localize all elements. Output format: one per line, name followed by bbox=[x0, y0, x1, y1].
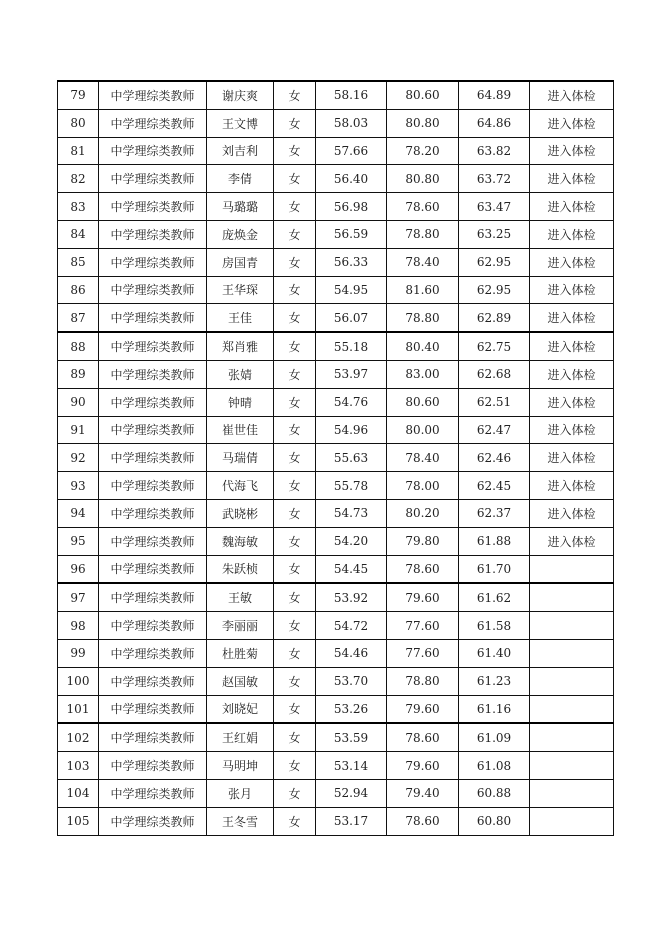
rank-cell: 84 bbox=[58, 220, 99, 248]
status-cell: 进入体检 bbox=[530, 499, 614, 527]
rank-cell: 95 bbox=[58, 527, 99, 555]
interview-score-cell: 78.60 bbox=[387, 193, 459, 221]
total-score-cell: 62.37 bbox=[459, 499, 530, 527]
interview-score-cell: 80.40 bbox=[387, 332, 459, 360]
position-cell: 中学理综类教师 bbox=[99, 555, 207, 583]
name-cell: 马瑞倩 bbox=[207, 444, 274, 472]
interview-score-cell: 79.60 bbox=[387, 752, 459, 780]
name-cell: 武晓彬 bbox=[207, 499, 274, 527]
rank-cell: 101 bbox=[58, 695, 99, 723]
rank-cell: 104 bbox=[58, 779, 99, 807]
interview-score-cell: 80.20 bbox=[387, 499, 459, 527]
status-cell bbox=[530, 639, 614, 667]
rank-cell: 97 bbox=[58, 583, 99, 611]
written-score-cell: 54.46 bbox=[316, 639, 387, 667]
rank-cell: 88 bbox=[58, 332, 99, 360]
position-cell: 中学理综类教师 bbox=[99, 137, 207, 165]
total-score-cell: 62.95 bbox=[459, 276, 530, 304]
written-score-cell: 54.96 bbox=[316, 416, 387, 444]
status-cell: 进入体检 bbox=[530, 137, 614, 165]
total-score-cell: 62.68 bbox=[459, 360, 530, 388]
gender-cell: 女 bbox=[274, 527, 316, 555]
interview-score-cell: 78.80 bbox=[387, 667, 459, 695]
status-cell: 进入体检 bbox=[530, 332, 614, 360]
name-cell: 张婧 bbox=[207, 360, 274, 388]
position-cell: 中学理综类教师 bbox=[99, 304, 207, 332]
position-cell: 中学理综类教师 bbox=[99, 276, 207, 304]
status-cell: 进入体检 bbox=[530, 527, 614, 555]
table-row bbox=[58, 193, 614, 221]
table-row bbox=[58, 137, 614, 165]
position-cell: 中学理综类教师 bbox=[99, 583, 207, 611]
written-score-cell: 57.66 bbox=[316, 137, 387, 165]
written-score-cell: 58.03 bbox=[316, 109, 387, 137]
total-score-cell: 63.47 bbox=[459, 193, 530, 221]
written-score-cell: 56.59 bbox=[316, 220, 387, 248]
name-cell: 庞焕金 bbox=[207, 220, 274, 248]
written-score-cell: 54.95 bbox=[316, 276, 387, 304]
position-cell: 中学理综类教师 bbox=[99, 472, 207, 500]
interview-score-cell: 77.60 bbox=[387, 639, 459, 667]
results-table bbox=[57, 80, 614, 836]
table-row bbox=[58, 165, 614, 193]
table-row bbox=[58, 667, 614, 695]
table-row bbox=[58, 248, 614, 276]
position-cell: 中学理综类教师 bbox=[99, 193, 207, 221]
name-cell: 崔世佳 bbox=[207, 416, 274, 444]
status-cell: 进入体检 bbox=[530, 165, 614, 193]
status-cell bbox=[530, 779, 614, 807]
total-score-cell: 62.75 bbox=[459, 332, 530, 360]
gender-cell: 女 bbox=[274, 583, 316, 611]
interview-score-cell: 79.40 bbox=[387, 779, 459, 807]
rank-cell: 86 bbox=[58, 276, 99, 304]
rank-cell: 103 bbox=[58, 752, 99, 780]
total-score-cell: 61.16 bbox=[459, 695, 530, 723]
status-cell: 进入体检 bbox=[530, 193, 614, 221]
position-cell: 中学理综类教师 bbox=[99, 109, 207, 137]
rank-cell: 102 bbox=[58, 723, 99, 751]
position-cell: 中学理综类教师 bbox=[99, 81, 207, 109]
interview-score-cell: 78.00 bbox=[387, 472, 459, 500]
status-cell: 进入体检 bbox=[530, 444, 614, 472]
total-score-cell: 64.86 bbox=[459, 109, 530, 137]
gender-cell: 女 bbox=[274, 276, 316, 304]
status-cell: 进入体检 bbox=[530, 388, 614, 416]
written-score-cell: 54.20 bbox=[316, 527, 387, 555]
status-cell bbox=[530, 807, 614, 835]
name-cell: 王红娟 bbox=[207, 723, 274, 751]
table-row bbox=[58, 416, 614, 444]
interview-score-cell: 80.80 bbox=[387, 109, 459, 137]
name-cell: 马明坤 bbox=[207, 752, 274, 780]
gender-cell: 女 bbox=[274, 220, 316, 248]
rank-cell: 92 bbox=[58, 444, 99, 472]
name-cell: 房国青 bbox=[207, 248, 274, 276]
gender-cell: 女 bbox=[274, 416, 316, 444]
table-row bbox=[58, 527, 614, 555]
rank-cell: 82 bbox=[58, 165, 99, 193]
gender-cell: 女 bbox=[274, 304, 316, 332]
name-cell: 魏海敏 bbox=[207, 527, 274, 555]
interview-score-cell: 78.20 bbox=[387, 137, 459, 165]
written-score-cell: 53.92 bbox=[316, 583, 387, 611]
position-cell: 中学理综类教师 bbox=[99, 388, 207, 416]
table-row bbox=[58, 220, 614, 248]
name-cell: 王冬雪 bbox=[207, 807, 274, 835]
gender-cell: 女 bbox=[274, 332, 316, 360]
rank-cell: 83 bbox=[58, 193, 99, 221]
status-cell: 进入体检 bbox=[530, 360, 614, 388]
gender-cell: 女 bbox=[274, 807, 316, 835]
interview-score-cell: 79.60 bbox=[387, 695, 459, 723]
gender-cell: 女 bbox=[274, 695, 316, 723]
status-cell: 进入体检 bbox=[530, 276, 614, 304]
written-score-cell: 54.45 bbox=[316, 555, 387, 583]
table-row bbox=[58, 499, 614, 527]
rank-cell: 99 bbox=[58, 639, 99, 667]
position-cell: 中学理综类教师 bbox=[99, 612, 207, 640]
rank-cell: 85 bbox=[58, 248, 99, 276]
total-score-cell: 61.23 bbox=[459, 667, 530, 695]
rank-cell: 89 bbox=[58, 360, 99, 388]
name-cell: 代海飞 bbox=[207, 472, 274, 500]
gender-cell: 女 bbox=[274, 165, 316, 193]
name-cell: 钟晴 bbox=[207, 388, 274, 416]
position-cell: 中学理综类教师 bbox=[99, 220, 207, 248]
written-score-cell: 53.59 bbox=[316, 723, 387, 751]
written-score-cell: 58.16 bbox=[316, 81, 387, 109]
rank-cell: 105 bbox=[58, 807, 99, 835]
table-row bbox=[58, 752, 614, 780]
gender-cell: 女 bbox=[274, 360, 316, 388]
position-cell: 中学理综类教师 bbox=[99, 695, 207, 723]
status-cell bbox=[530, 612, 614, 640]
written-score-cell: 54.76 bbox=[316, 388, 387, 416]
gender-cell: 女 bbox=[274, 752, 316, 780]
interview-score-cell: 78.80 bbox=[387, 220, 459, 248]
interview-score-cell: 80.60 bbox=[387, 81, 459, 109]
interview-score-cell: 80.80 bbox=[387, 165, 459, 193]
interview-score-cell: 79.80 bbox=[387, 527, 459, 555]
position-cell: 中学理综类教师 bbox=[99, 416, 207, 444]
status-cell bbox=[530, 555, 614, 583]
name-cell: 郑肖雅 bbox=[207, 332, 274, 360]
gender-cell: 女 bbox=[274, 248, 316, 276]
interview-score-cell: 83.00 bbox=[387, 360, 459, 388]
gender-cell: 女 bbox=[274, 388, 316, 416]
position-cell: 中学理综类教师 bbox=[99, 248, 207, 276]
interview-score-cell: 78.40 bbox=[387, 444, 459, 472]
written-score-cell: 55.63 bbox=[316, 444, 387, 472]
status-cell: 进入体检 bbox=[530, 220, 614, 248]
gender-cell: 女 bbox=[274, 444, 316, 472]
name-cell: 王华琛 bbox=[207, 276, 274, 304]
status-cell bbox=[530, 667, 614, 695]
status-cell: 进入体检 bbox=[530, 81, 614, 109]
position-cell: 中学理综类教师 bbox=[99, 752, 207, 780]
status-cell bbox=[530, 723, 614, 751]
written-score-cell: 56.33 bbox=[316, 248, 387, 276]
status-cell: 进入体检 bbox=[530, 472, 614, 500]
gender-cell: 女 bbox=[274, 555, 316, 583]
name-cell: 马璐璐 bbox=[207, 193, 274, 221]
written-score-cell: 56.98 bbox=[316, 193, 387, 221]
rank-cell: 93 bbox=[58, 472, 99, 500]
total-score-cell: 63.82 bbox=[459, 137, 530, 165]
total-score-cell: 62.47 bbox=[459, 416, 530, 444]
table-row bbox=[58, 555, 614, 583]
gender-cell: 女 bbox=[274, 137, 316, 165]
total-score-cell: 61.62 bbox=[459, 583, 530, 611]
total-score-cell: 60.80 bbox=[459, 807, 530, 835]
position-cell: 中学理综类教师 bbox=[99, 360, 207, 388]
gender-cell: 女 bbox=[274, 723, 316, 751]
written-score-cell: 55.78 bbox=[316, 472, 387, 500]
written-score-cell: 56.40 bbox=[316, 165, 387, 193]
status-cell: 进入体检 bbox=[530, 109, 614, 137]
position-cell: 中学理综类教师 bbox=[99, 332, 207, 360]
total-score-cell: 63.72 bbox=[459, 165, 530, 193]
status-cell bbox=[530, 752, 614, 780]
gender-cell: 女 bbox=[274, 667, 316, 695]
written-score-cell: 55.18 bbox=[316, 332, 387, 360]
table-row bbox=[58, 639, 614, 667]
total-score-cell: 60.88 bbox=[459, 779, 530, 807]
status-cell bbox=[530, 695, 614, 723]
total-score-cell: 61.09 bbox=[459, 723, 530, 751]
table-row bbox=[58, 332, 614, 360]
table-row bbox=[58, 723, 614, 751]
name-cell: 朱跃桢 bbox=[207, 555, 274, 583]
position-cell: 中学理综类教师 bbox=[99, 639, 207, 667]
total-score-cell: 62.51 bbox=[459, 388, 530, 416]
total-score-cell: 61.58 bbox=[459, 612, 530, 640]
table-row bbox=[58, 583, 614, 611]
table-row bbox=[58, 304, 614, 332]
position-cell: 中学理综类教师 bbox=[99, 165, 207, 193]
name-cell: 李丽丽 bbox=[207, 612, 274, 640]
position-cell: 中学理综类教师 bbox=[99, 667, 207, 695]
rank-cell: 96 bbox=[58, 555, 99, 583]
table-row bbox=[58, 779, 614, 807]
total-score-cell: 61.70 bbox=[459, 555, 530, 583]
gender-cell: 女 bbox=[274, 109, 316, 137]
interview-score-cell: 78.60 bbox=[387, 723, 459, 751]
table-row bbox=[58, 388, 614, 416]
interview-score-cell: 78.60 bbox=[387, 555, 459, 583]
total-score-cell: 62.89 bbox=[459, 304, 530, 332]
name-cell: 赵国敏 bbox=[207, 667, 274, 695]
total-score-cell: 62.46 bbox=[459, 444, 530, 472]
written-score-cell: 53.26 bbox=[316, 695, 387, 723]
status-cell: 进入体检 bbox=[530, 248, 614, 276]
interview-score-cell: 77.60 bbox=[387, 612, 459, 640]
status-cell bbox=[530, 583, 614, 611]
table-row bbox=[58, 276, 614, 304]
rank-cell: 94 bbox=[58, 499, 99, 527]
rank-cell: 91 bbox=[58, 416, 99, 444]
gender-cell: 女 bbox=[274, 81, 316, 109]
total-score-cell: 61.88 bbox=[459, 527, 530, 555]
table-row bbox=[58, 109, 614, 137]
rank-cell: 87 bbox=[58, 304, 99, 332]
status-cell: 进入体检 bbox=[530, 304, 614, 332]
name-cell: 王佳 bbox=[207, 304, 274, 332]
rank-cell: 79 bbox=[58, 81, 99, 109]
name-cell: 杜胜菊 bbox=[207, 639, 274, 667]
total-score-cell: 61.08 bbox=[459, 752, 530, 780]
total-score-cell: 62.45 bbox=[459, 472, 530, 500]
gender-cell: 女 bbox=[274, 779, 316, 807]
rank-cell: 100 bbox=[58, 667, 99, 695]
rank-cell: 80 bbox=[58, 109, 99, 137]
written-score-cell: 56.07 bbox=[316, 304, 387, 332]
position-cell: 中学理综类教师 bbox=[99, 723, 207, 751]
written-score-cell: 52.94 bbox=[316, 779, 387, 807]
total-score-cell: 64.89 bbox=[459, 81, 530, 109]
name-cell: 张月 bbox=[207, 779, 274, 807]
interview-score-cell: 78.40 bbox=[387, 248, 459, 276]
rank-cell: 98 bbox=[58, 612, 99, 640]
written-score-cell: 53.14 bbox=[316, 752, 387, 780]
table-body bbox=[58, 81, 614, 835]
name-cell: 刘晓妃 bbox=[207, 695, 274, 723]
table-row bbox=[58, 612, 614, 640]
written-score-cell: 53.97 bbox=[316, 360, 387, 388]
interview-score-cell: 81.60 bbox=[387, 276, 459, 304]
written-score-cell: 53.17 bbox=[316, 807, 387, 835]
table-row bbox=[58, 695, 614, 723]
written-score-cell: 54.72 bbox=[316, 612, 387, 640]
table-row bbox=[58, 472, 614, 500]
name-cell: 王敏 bbox=[207, 583, 274, 611]
table-row bbox=[58, 360, 614, 388]
written-score-cell: 53.70 bbox=[316, 667, 387, 695]
position-cell: 中学理综类教师 bbox=[99, 444, 207, 472]
interview-score-cell: 78.80 bbox=[387, 304, 459, 332]
position-cell: 中学理综类教师 bbox=[99, 527, 207, 555]
table-row bbox=[58, 81, 614, 109]
rank-cell: 81 bbox=[58, 137, 99, 165]
gender-cell: 女 bbox=[274, 612, 316, 640]
total-score-cell: 62.95 bbox=[459, 248, 530, 276]
position-cell: 中学理综类教师 bbox=[99, 779, 207, 807]
table-row bbox=[58, 807, 614, 835]
position-cell: 中学理综类教师 bbox=[99, 807, 207, 835]
gender-cell: 女 bbox=[274, 193, 316, 221]
status-cell: 进入体检 bbox=[530, 416, 614, 444]
gender-cell: 女 bbox=[274, 639, 316, 667]
rank-cell: 90 bbox=[58, 388, 99, 416]
name-cell: 李倩 bbox=[207, 165, 274, 193]
interview-score-cell: 79.60 bbox=[387, 583, 459, 611]
name-cell: 刘吉利 bbox=[207, 137, 274, 165]
written-score-cell: 54.73 bbox=[316, 499, 387, 527]
name-cell: 谢庆爽 bbox=[207, 81, 274, 109]
gender-cell: 女 bbox=[274, 499, 316, 527]
table-row bbox=[58, 444, 614, 472]
interview-score-cell: 78.60 bbox=[387, 807, 459, 835]
position-cell: 中学理综类教师 bbox=[99, 499, 207, 527]
interview-score-cell: 80.60 bbox=[387, 388, 459, 416]
total-score-cell: 61.40 bbox=[459, 639, 530, 667]
interview-score-cell: 80.00 bbox=[387, 416, 459, 444]
name-cell: 王文博 bbox=[207, 109, 274, 137]
total-score-cell: 63.25 bbox=[459, 220, 530, 248]
gender-cell: 女 bbox=[274, 472, 316, 500]
